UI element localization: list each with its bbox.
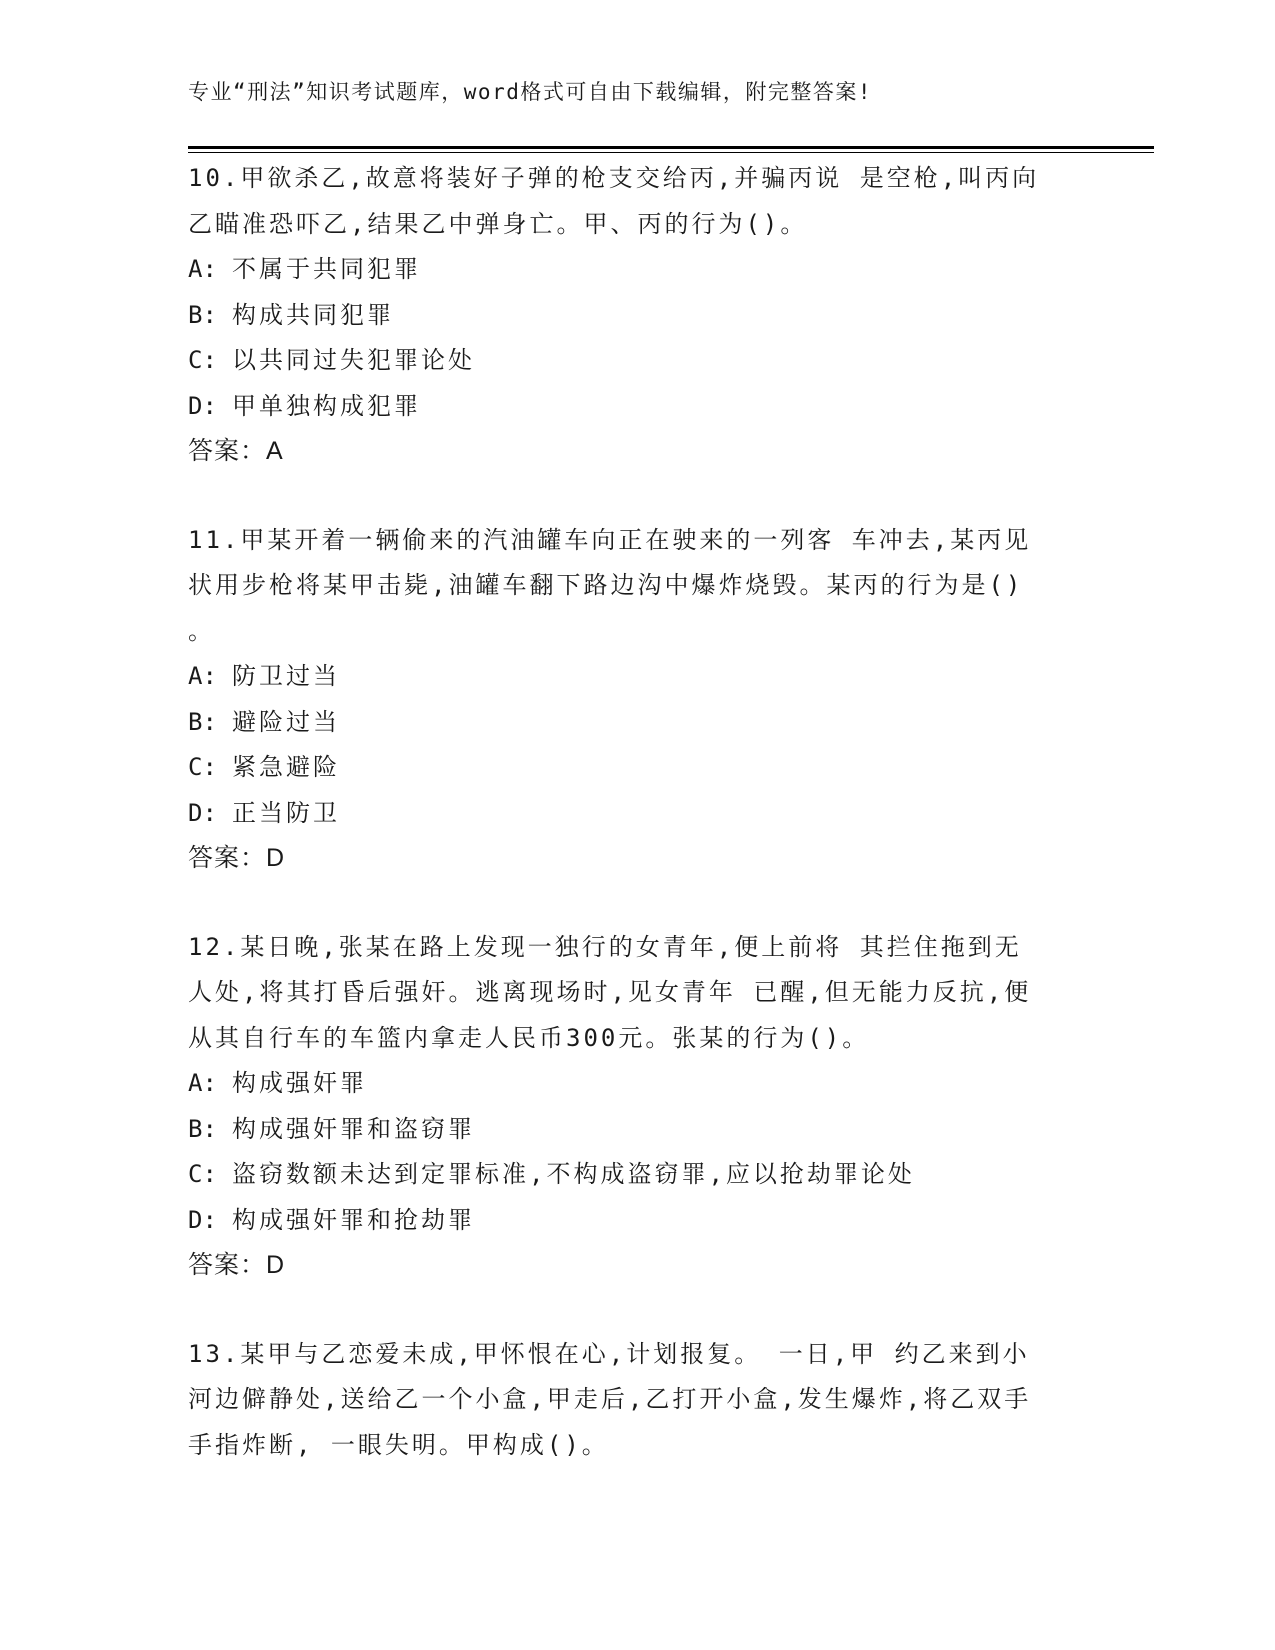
document-header: 专业“刑法”知识考试题库，word格式可自由下载编辑，附完整答案! [188,80,872,104]
question-stem-line: 河边僻静处,送给乙一个小盒,甲走后,乙打开小盒,发生爆炸,将乙双手 [188,1385,1032,1413]
option-text: 以共同过失犯罪论处 [232,346,475,374]
option-label: D: [188,798,217,827]
option-text: 盗窃数额未达到定罪标准,不构成盗窃罪,应以抢劫罪论处 [232,1160,915,1188]
option-label: C: [188,753,217,781]
answer-line: 答案：A [188,437,284,465]
question-stem-line: 乙瞄准恐吓乙,结果乙中弹身亡。甲、丙的行为()。 [188,209,808,238]
answer-line: 答案：D [188,844,286,872]
option-text: 构成共同犯罪 [232,300,394,329]
option-b [188,293,1088,339]
question-12 [188,925,1088,1289]
option-c [188,745,1088,791]
option-b [188,700,1088,746]
option-text: 防卫过当 [232,662,340,690]
question-stem-line: 人处,将其打昏后强奸。逃离现场时,见女青年 已醒,但无能力反抗,便 [188,978,1032,1006]
option-label: A: [188,255,217,283]
header-rule-thin [188,152,1154,153]
question-13 [188,1332,1088,1469]
answer-line: 答案：D [188,1251,286,1279]
option-label: C: [188,1160,217,1188]
option-d [188,791,1088,837]
option-label: A: [188,1069,217,1097]
option-text: 构成强奸罪和盗窃罪 [232,1114,475,1143]
option-label: D: [188,1205,217,1234]
question-10 [188,156,1088,475]
option-a [188,1061,1088,1107]
option-label: B: [188,300,217,329]
option-label: C: [188,346,217,374]
option-text: 不属于共同犯罪 [232,255,421,283]
question-stem-line: 。 [188,616,215,645]
option-text: 构成强奸罪和抢劫罪 [232,1205,475,1234]
header-rule-thick [188,146,1154,149]
option-b [188,1107,1088,1153]
question-stem-line: 手指炸断, 一眼失明。甲构成()。 [188,1430,609,1459]
question-stem-line: 13.某甲与乙恋爱未成,甲怀恨在心,计划报复。 一日,甲 约乙来到小 [188,1339,1030,1368]
option-label: B: [188,1114,217,1143]
option-c [188,338,1088,384]
option-text: 甲单独构成犯罪 [232,391,421,420]
option-label: D: [188,391,217,420]
option-label: B: [188,707,217,736]
option-c [188,1152,1088,1198]
option-text: 构成强奸罪 [232,1069,367,1097]
question-stem-line: 10.甲欲杀乙,故意将装好子弹的枪支交给丙,并骗丙说 是空枪,叫丙向 [188,164,1040,192]
question-11 [188,518,1088,882]
option-a [188,247,1088,293]
question-stem-line: 11.甲某开着一辆偷来的汽油罐车向正在驶来的一列客 车冲去,某丙见 [188,525,1032,554]
question-stem-line: 12.某日晚,张某在路上发现一独行的女青年,便上前将 其拦住拖到无 [188,932,1022,961]
option-text: 正当防卫 [232,798,340,827]
question-stem-line: 从其自行车的车篮内拿走人民币300元。张某的行为()。 [188,1023,870,1052]
option-text: 紧急避险 [232,753,340,781]
option-a [188,654,1088,700]
option-text: 避险过当 [232,707,340,736]
option-label: A: [188,662,217,690]
option-d [188,1198,1088,1244]
option-d [188,384,1088,430]
question-stem-line: 状用步枪将某甲击毙,油罐车翻下路边沟中爆炸烧毁。某丙的行为是() [188,571,1024,599]
question-list [188,156,1088,1511]
